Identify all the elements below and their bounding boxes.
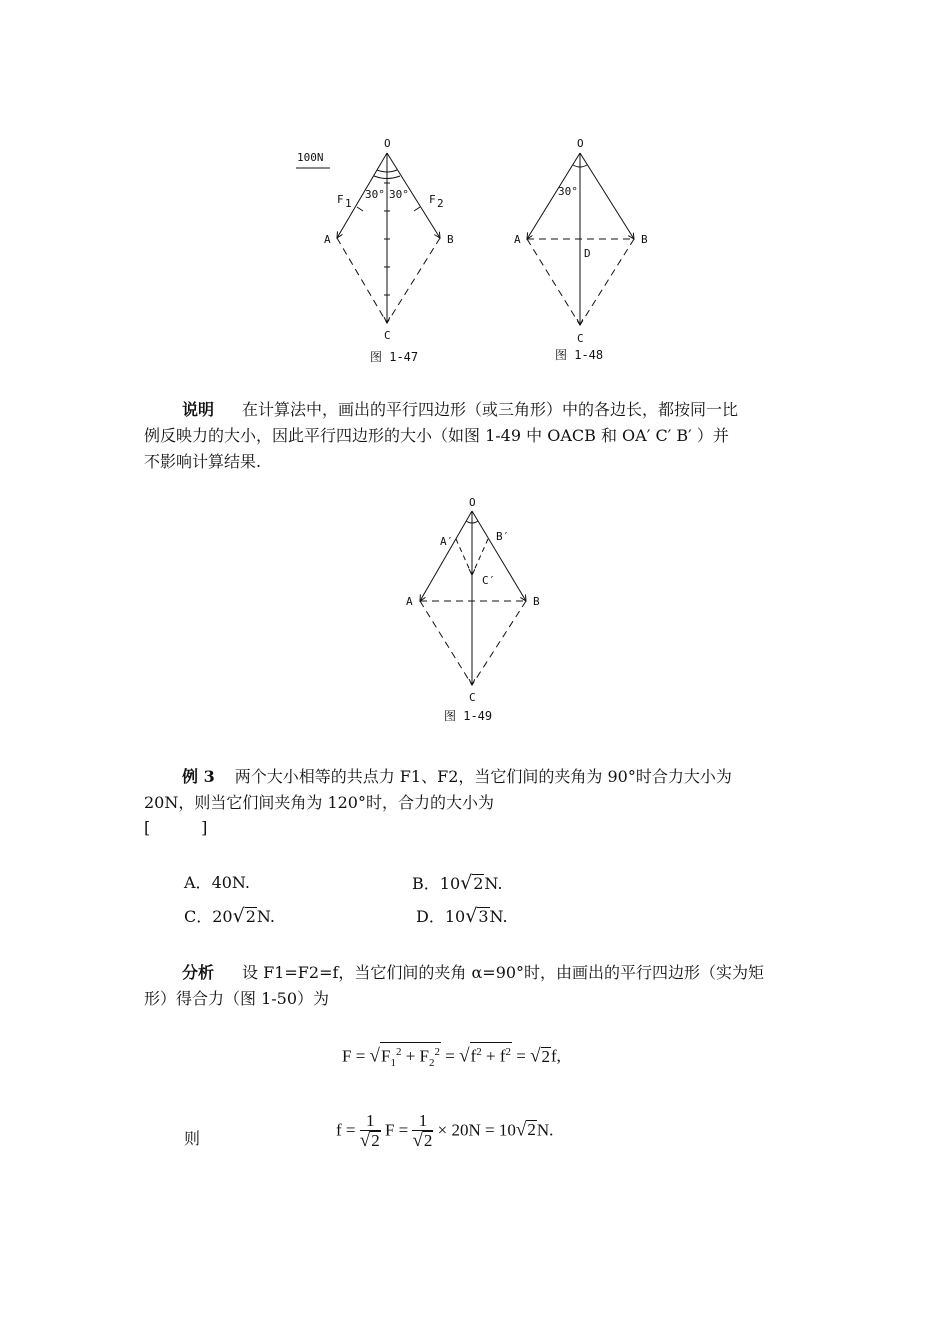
eq2-tail: N. bbox=[536, 1120, 554, 1140]
note-paragraph-line-1 bbox=[182, 397, 738, 423]
eq2-fraction-1: $\frac{1}{√2}$ bbox=[359, 1111, 380, 1151]
point-c-prime-label: C′ bbox=[482, 574, 496, 587]
f2-subscript: 2 bbox=[437, 197, 444, 210]
eq1-lhs: F = bbox=[342, 1046, 366, 1066]
answer-bracket: [ ] bbox=[144, 818, 208, 837]
figure-1-48-diagram bbox=[510, 135, 660, 370]
figure-1-49 bbox=[400, 495, 550, 725]
option-c-coef: 20 bbox=[212, 907, 233, 926]
angle-right-label: 30° bbox=[389, 188, 409, 201]
point-b-label: B bbox=[447, 233, 454, 246]
example-text-2: 20N，则当它们间夹角为 120°时，合力的大小为 bbox=[144, 793, 494, 812]
example-label: 例 3 bbox=[182, 767, 215, 786]
point-d-label: D bbox=[584, 247, 591, 260]
f1-label: F bbox=[337, 193, 344, 206]
example-line-1 bbox=[182, 764, 732, 790]
point-a-label: A bbox=[406, 595, 413, 608]
figure-1-48 bbox=[510, 135, 660, 370]
f2-label: F bbox=[429, 193, 436, 206]
option-b: B．10√2N. bbox=[412, 872, 503, 894]
option-d-unit: N. bbox=[489, 907, 508, 926]
option-b-unit: N. bbox=[484, 874, 503, 893]
analysis-text-2: 形）得合力（图 1-50）为 bbox=[144, 989, 330, 1008]
eq1-radicand-2: $f^2 + f^2$ bbox=[470, 1042, 512, 1066]
eq2-fraction-2: $\frac{1}{√2}$ bbox=[412, 1111, 433, 1151]
option-d-coef: 10 bbox=[444, 907, 466, 926]
point-o-label: O bbox=[469, 496, 476, 509]
point-a-label: A bbox=[324, 233, 331, 246]
eq2-lhs: f = bbox=[336, 1120, 356, 1140]
option-c-unit: N. bbox=[256, 907, 275, 926]
angle-label: 30° bbox=[558, 185, 578, 198]
option-c-radicand: 2 bbox=[245, 907, 256, 926]
equation-component: f = $\frac{1}{√2}$ F = $\frac{1}{√2}$ × 20N = 10√2N. bbox=[336, 1111, 554, 1151]
figure-caption: 图 1-49 bbox=[444, 709, 493, 723]
note-text-2: 例反映力的大小，因此平行四边形的大小（如图 1-49 中 OACB 和 OA′ C′ B′ ）并 bbox=[144, 426, 729, 445]
option-b-coef: 10 bbox=[439, 874, 461, 893]
option-c-letter: C． bbox=[184, 907, 213, 926]
eq2-radicand: 2 bbox=[527, 1120, 536, 1140]
eq1-tail: f, bbox=[551, 1046, 561, 1066]
point-a-label: A bbox=[514, 233, 521, 246]
figure-1-47-diagram bbox=[290, 135, 480, 370]
note-text-3: 不影响计算结果. bbox=[144, 452, 262, 471]
eq1-radicand-1: $F_1^2 + F_2^2$ bbox=[380, 1042, 441, 1072]
analysis-label: 分析 bbox=[182, 963, 215, 982]
scale-label: 100N bbox=[297, 151, 324, 164]
analysis-line-1 bbox=[182, 960, 764, 986]
point-o-label: O bbox=[577, 137, 584, 150]
eq1-radicand-3: 2 bbox=[541, 1046, 551, 1066]
figure-caption: 图 1-47 bbox=[370, 350, 419, 364]
point-b-label: B bbox=[533, 595, 540, 608]
note-text-1: 在计算法中，画出的平行四边形（或三角形）中的各边长，都按同一比 bbox=[242, 400, 739, 419]
note-label: 说明 bbox=[182, 400, 215, 419]
figure-caption: 图 1-48 bbox=[555, 348, 604, 362]
option-a bbox=[184, 870, 250, 896]
option-d: D．10√3N. bbox=[416, 905, 508, 927]
point-b-prime-label: B′ bbox=[496, 530, 510, 543]
equation-resultant: $F = √F_1^2 + F_2^2 = √f^2 + f^2 = √2f$, bbox=[342, 1042, 561, 1072]
point-c-label: C bbox=[577, 332, 584, 345]
angle-left-label: 30° bbox=[365, 188, 385, 201]
then-label: 则 bbox=[184, 1129, 201, 1148]
example-text-1: 两个大小相等的共点力 F1、F2，当它们间的夹角为 90°时合力大小为 bbox=[234, 767, 732, 786]
point-b-label: B bbox=[641, 233, 648, 246]
option-c: C．20√2N. bbox=[184, 905, 275, 927]
figure-1-49-diagram bbox=[400, 495, 550, 725]
option-a-text: 40N. bbox=[211, 873, 250, 892]
option-d-radicand: 3 bbox=[478, 907, 489, 926]
option-d-letter: D． bbox=[416, 907, 445, 926]
analysis-text-1: 设 F1=F2=f，当它们间的夹角 α=90°时，由画出的平行四边形（实为矩 bbox=[242, 963, 765, 982]
figure-1-47 bbox=[290, 135, 480, 370]
point-c-label: C bbox=[384, 329, 391, 342]
f1-subscript: 1 bbox=[345, 197, 352, 210]
point-o-label: O bbox=[384, 137, 391, 150]
option-b-letter: B． bbox=[412, 874, 440, 893]
option-a-letter: A． bbox=[184, 873, 212, 892]
point-c-label: C bbox=[469, 691, 476, 704]
point-a-prime-label: A′ bbox=[440, 535, 454, 548]
option-b-radicand: 2 bbox=[473, 874, 484, 893]
